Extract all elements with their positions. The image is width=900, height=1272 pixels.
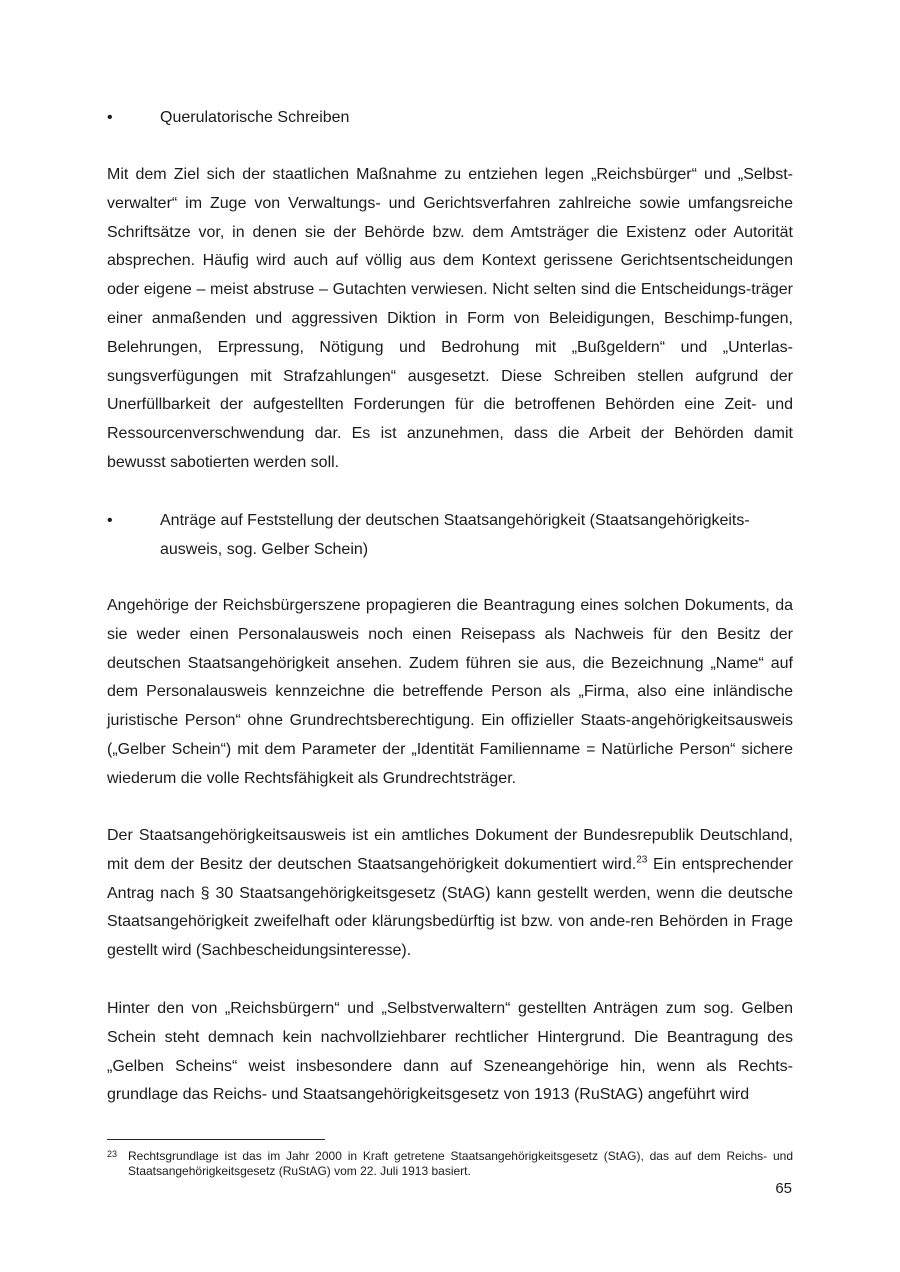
footnote-text: Rechtsgrundlage ist das im Jahr 2000 in Kraft getretene Staatsangehörigkeitsgesetz (StAG), das auf dem Reichs- und Staatsangehörigkeitsgesetz (RuStAG) vom 22. Juli 1913 basiert.	[128, 1149, 793, 1178]
page-number: 65	[775, 1180, 792, 1197]
paragraph-schreiben: Mit dem Ziel sich der staatlichen Maßnahme zu entziehen legen „Reichsbürger“ und „Selbst-verwalter“ im Zuge von Verwaltungs- und Gerichtsverfahren zahlreiche sowie umfangsreiche Schriftsätze vor, in denen sie der Behörde bzw. dem Amtsträger die Existenz oder Autorität absprechen. Häufig wird auch auf völlig aus dem Kontext gerissene Gerichtsentscheidungen oder eigene – meist abstruse – Gutachten verwiesen. Nicht selten sind die Entscheidungs-träger einer anmaßenden und aggressiven Diktion in Form von Beleidigungen, Beschimp-fungen, Belehrungen, Erpressung, Nötigung und Bedrohung mit „Bußgeldern“ und „Unterlas-sungsverfügungen mit Strafzahlungen“ ausgesetzt. Diese Schreiben stellen aufgrund der Unerfüllbarkeit der aufgestellten Forderungen für die betroffenen Behörden eine Zeit- und Ressourcenverschwendung dar. Es ist anzunehmen, dass die Arbeit der Behörden damit bewusst sabotierten werden soll.	[107, 166, 793, 471]
bullet-text-line-2: ausweis, sog. Gelber Schein)	[160, 541, 369, 558]
bullet-text: Querulatorische Schreiben	[160, 109, 350, 126]
footnote-separator	[107, 1139, 325, 1140]
footnote-number: 23	[107, 1149, 118, 1159]
footnote	[107, 1149, 793, 1179]
footnote-reference: 23	[636, 854, 648, 866]
paragraph-text: Ein entsprechender Antrag nach § 30 Staatsangehörigkeitsgesetz (StAG) kann gestellt werden, wenn die deutsche Staatsangehörigkeit zweifelhaft oder klärungsbedürftig ist bzw. von ande-ren Behörden in Frage gestellt wird (Sachbescheidungsinteresse).	[107, 855, 794, 960]
bullet-icon: •	[107, 109, 113, 126]
bullet-text-line-1: Anträge auf Feststellung der deutschen Staatsangehörigkeit (Staatsangehörigkeits-	[160, 512, 750, 529]
bullet-item-antraege	[107, 506, 797, 564]
bullet-icon: •	[107, 512, 113, 529]
paragraph-reichsbuergerszene: Angehörige der Reichsbürgerszene propagieren die Beantragung eines solchen Dokuments, da sie weder einen Personalausweis noch einen Reisepass als Nachweis für den Besitz der deutschen Staatsangehörigkeit ansehen. Zudem führen sie aus, die Bezeichnung „Name“ auf dem Personalausweis kennzeichne die betreffende Person als „Firma, also eine inländische juristische Person“ ohne Grundrechtsberechtigung. Ein offizieller Staats-angehörigkeitsausweis („Gelber Schein“) mit dem Parameter der „Identität Familienname = Natürliche Person“ sichere wiederum die volle Rechtsfähigkeit als Grundrechtsträger.	[107, 597, 793, 787]
paragraph-staatsangehoerigkeitsausweis	[107, 822, 793, 966]
paragraph-gelber-schein: Hinter den von „Reichsbürgern“ und „Selbstverwaltern“ gestellten Anträgen zum sog. Gelben Schein steht demnach kein nachvollziehbarer rechtlicher Hintergrund. Die Beantragung des „Gelben Scheins“ weist insbesondere dann auf Szeneangehörige hin, wenn als Rechts-grundlage das Reichs- und Staatsangehörigkeitsgesetz von 1913 (RuStAG) angeführt wird	[107, 1000, 793, 1104]
paragraph-text: Der Staatsangehörigkeitsausweis ist ein amtliches Dokument der Bundesrepublik Deutschland, mit dem der Besitz der deutschen Staatsangehörigkeit dokumentiert wird.	[107, 827, 793, 873]
bullet-item-querulatorische	[107, 103, 797, 132]
